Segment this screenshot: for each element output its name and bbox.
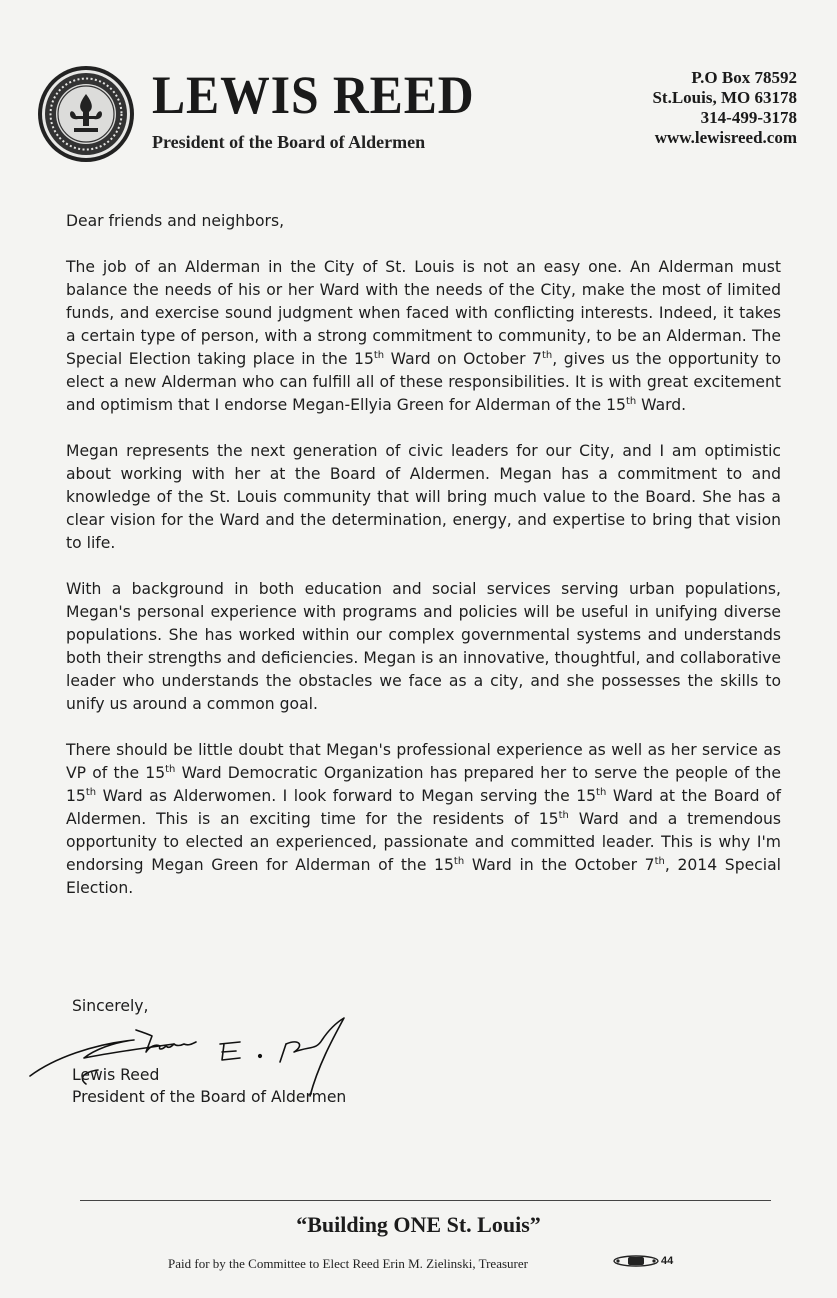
signer-name: Lewis Reed — [72, 1066, 160, 1084]
salutation: Dear friends and neighbors, — [66, 212, 285, 230]
paid-for-disclaimer: Paid for by the Committee to Elect Reed Erin M. Zielinski, Treasurer — [168, 1256, 528, 1271]
campaign-slogan: “Building ONE St. Louis” — [296, 1212, 541, 1237]
po-box: P.O Box 78592 — [691, 68, 797, 87]
signer-title: President of the Board of Aldermen — [72, 1088, 347, 1106]
handwritten-signature — [24, 1000, 384, 1100]
candidate-name: LEWIS REED — [152, 65, 475, 125]
paragraph-3: With a background in both education and social services serving urban populations, Megan's personal experience with programs and policies will be useful in unifying diverse populations. She has worked within our complex governmental systems and understands both their strengths and deficiencies. Megan is an innovative, thoughtful, and collaborative leader who understands the obstacles we face as a city, and she possesses the skills to unify us around a common goal. — [66, 580, 781, 713]
website-link[interactable]: www.lewisreed.com — [654, 128, 797, 147]
candidate-title: President of the Board of Aldermen — [152, 132, 426, 152]
paragraph-4: There should be little doubt that Megan's professional experience as well as her service as VP of the 15th Ward Democratic Organization has prepared her to serve the people of the 15th Ward as Alderwomen. I look forward to Megan serving the 15th Ward at the Board of Aldermen. This is an exciting time for the residents of 15th Ward and a tremendous opportunity to elected an experienced, passionate and committed leader. This is why I'm endorsing Megan Green for Alderman of the 15th Ward in the October 7th, 2014 Special Election. — [66, 741, 782, 897]
union-bug-logo — [612, 1254, 660, 1268]
valediction: Sincerely, — [72, 997, 149, 1015]
union-local-number: 44 — [661, 1255, 674, 1267]
paragraph-2: Megan represents the next generation of civic leaders for our City, and I am optimistic about working with her at the Board of Aldermen. Megan has a commitment to and knowledge of the St. Louis community that will bring much value to the Board. She has a clear vision for the Ward and the determination, energy, and expertise to bring that vision to life. — [66, 442, 781, 552]
paragraph-1: The job of an Alderman in the City of St. Louis is not an easy one. An Alderman must balance the needs of his or her Ward with the needs of the City, make the most of limited funds, and exercise sound judgment when faced with conflicting interests. Indeed, it takes a certain type of person, with a strong commitment to community, to be an Alderman. The Special Election taking place in the 15th Ward on October 7th, gives us the opportunity to elect a new Alderman who can fulfill all of these responsibilities. It is with great excitement and optimism that I endorse Megan-Ellyia Green for Alderman of the 15th Ward. — [66, 258, 782, 414]
city-seal-logo — [36, 64, 136, 164]
footer-divider — [80, 1200, 771, 1201]
contact-block — [652, 68, 797, 148]
phone-number: 314-499-3178 — [700, 108, 797, 127]
city-state-zip: St.Louis, MO 63178 — [652, 88, 797, 107]
letter-body — [66, 210, 781, 923]
